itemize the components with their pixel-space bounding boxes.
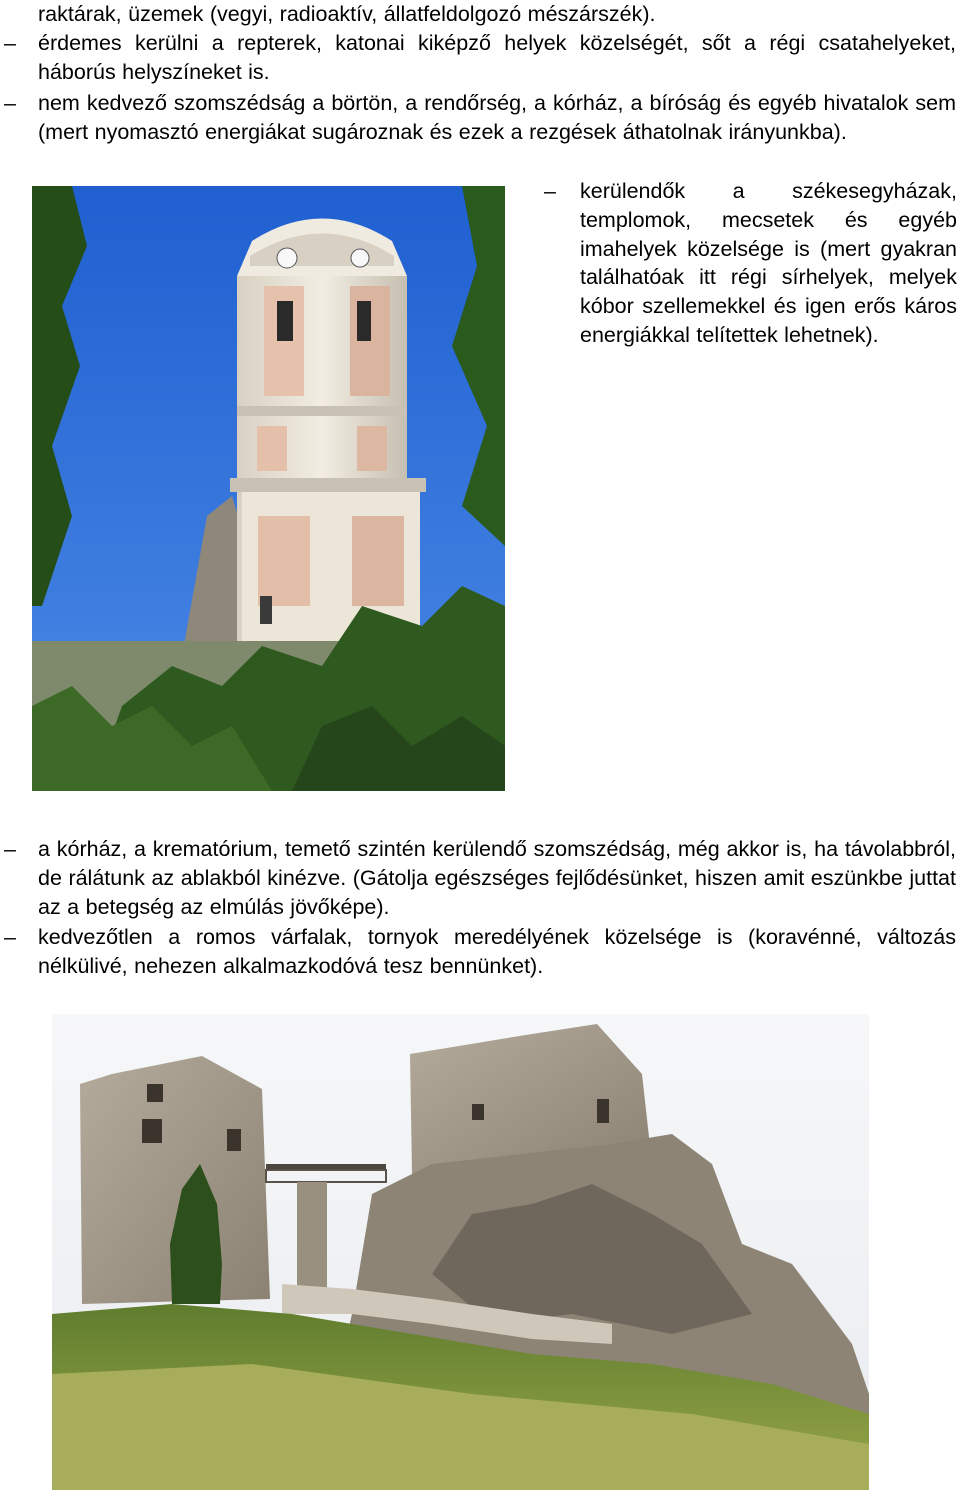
castle-ruins-photo (52, 1014, 869, 1490)
bullet-dash: – (4, 91, 16, 115)
bullet-dash: – (544, 179, 556, 203)
church-tower-photo (32, 186, 505, 791)
intro-line: raktárak, üzemek (vegyi, radioaktív, állatfeldolgozó mészárszék). (38, 2, 656, 26)
list-item-text: nem kedvező szomszédság a börtön, a rendőrség, a kórház, a bíróság és egyéb hivatalok sem (mert nyomasztó energiákat sugároznak és ezek a rezgések áthatolnak irányunkba). (38, 91, 956, 144)
list-item-text: a kórház, a krematórium, temető szintén kerülendő szomszédság, még akkor is, ha távolabbról, de rálátunk az ablakból kinézve. (Gátolja egészséges fejlődésünket, hiszen amit eszünkbe juttat az a betegség az elmúlás jövőképe). (38, 837, 956, 919)
bullet-dash: – (4, 837, 16, 861)
list-item-text: érdemes kerülni a repterek, katonai kiképző helyek közelségét, sőt a régi csatahelyeket, háborús helyszíneket is. (38, 31, 956, 84)
church-tower-image (32, 186, 505, 791)
bullet-dash: – (4, 31, 16, 55)
bullet-dash: – (4, 925, 16, 949)
list-item-text: kedvezőtlen a romos várfalak, tornyok meredélyének közelsége is (koravénné, változás nélkülivé, nehezen alkalmazkodóvá tesz bennünket). (38, 925, 956, 978)
list-item-text: kerülendők a székesegyházak, templomok, mecsetek és egyéb imahelyek közelsége is (mert gyakran találhatóak itt régi sírhelyek, melyek kóbor szellemekkel és igen erős káros energiákkal telítettek lehetnek). (580, 179, 957, 347)
castle-ruins-image (52, 1014, 869, 1490)
